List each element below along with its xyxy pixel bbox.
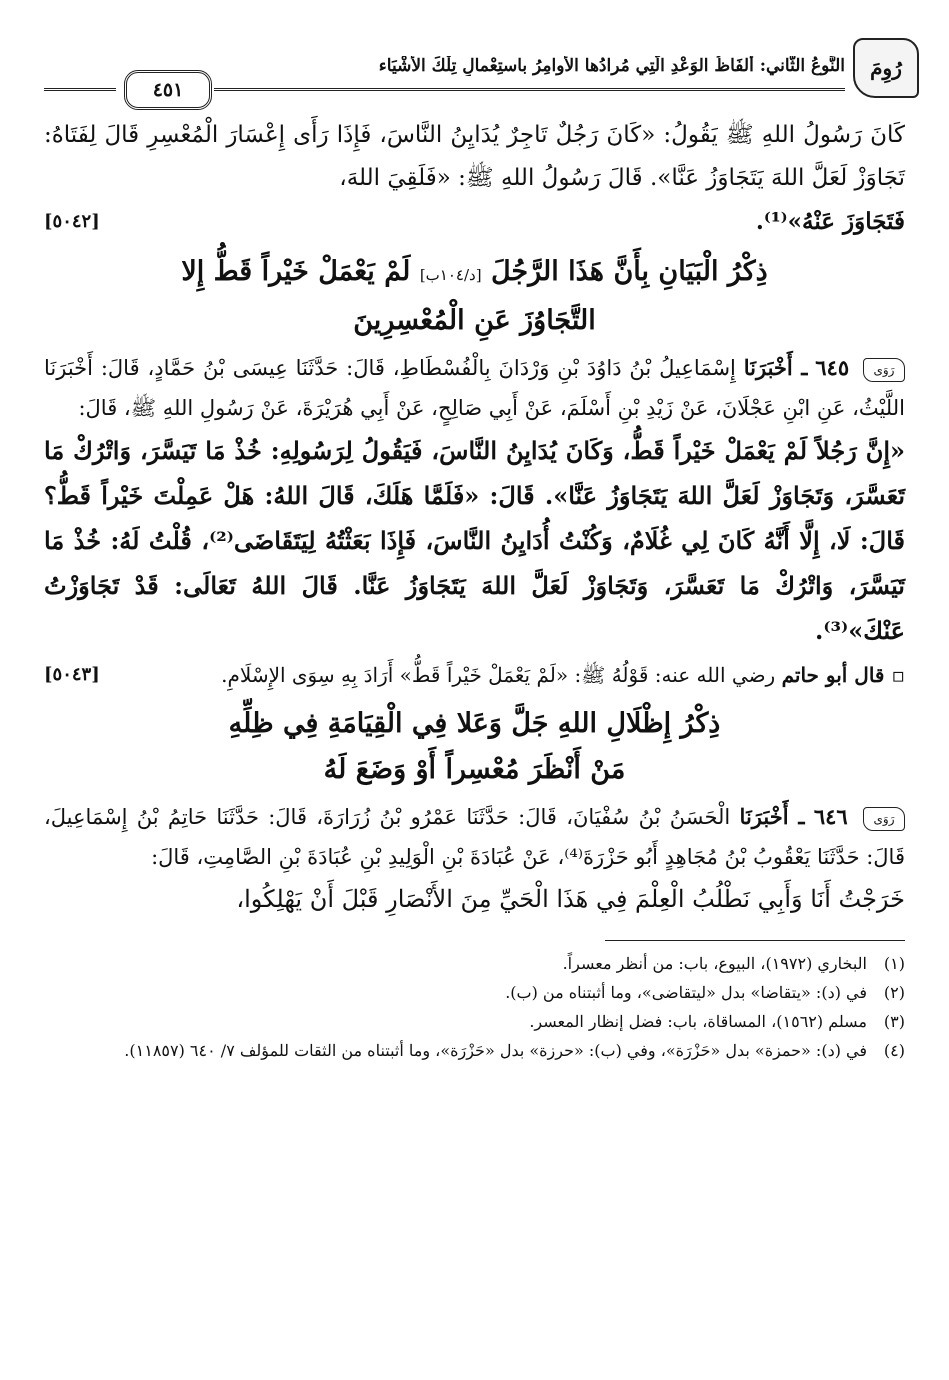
- corner-ornament: رُوِمَ: [853, 38, 919, 98]
- akhbarana-label: ـ أَخْبَرَنَا: [739, 804, 805, 829]
- footnote: [44, 949, 905, 978]
- page-number: ٤٥١: [124, 70, 212, 110]
- footnote-number: (٣): [883, 1012, 905, 1031]
- footnote-text: في (د): «حمزة» بدل «حَزْرَة»، وفي (ب): «حرزة» بدل «حَزْرَة»، وما أثبتناه من الثقات للمؤلف ٧/ ٦٤٠ (١١٨٥٧).: [124, 1041, 867, 1060]
- heading-text-end: لَمْ يَعْمَلْ خَيْراً قَطُّ إِلا: [181, 256, 411, 287]
- header-left-rule: [44, 88, 116, 91]
- hadith-645-isnad: [44, 348, 905, 428]
- footnote-text: مسلم (١٥٦٢)، المساقاة، باب: فضل إنظار المعسر.: [529, 1012, 867, 1031]
- page-header: [44, 38, 905, 110]
- note-text: رضي الله عنه: قَوْلُهُ ﷺ: «لَمْ يَعْمَلْ خَيْراً قَطُّ» أَرَادَ بِهِ سِوَى الإِسْلَامِ.: [221, 663, 776, 687]
- footnote-number: (٤): [883, 1041, 905, 1060]
- reference-number: [٥٠٤٢]: [44, 211, 100, 232]
- book-page: [44, 38, 905, 1358]
- hadith-646-isnad: [44, 797, 905, 877]
- hadith-badge-icon: رَوَى: [863, 807, 905, 831]
- footnote: [44, 978, 905, 1007]
- footnote-text: البخاري (١٩٧٢)، البيوع، باب: من أنظر معسراً.: [562, 954, 867, 973]
- chapter-heading-1: [44, 249, 905, 344]
- footnote-number: (١): [883, 954, 905, 973]
- chapter-heading-2: [44, 701, 905, 793]
- hadith-number: ٦٤٥: [815, 355, 850, 380]
- footnote-number: (٢): [883, 983, 905, 1002]
- chapter-heading-1-line-1: [44, 249, 905, 298]
- chapter-heading-1-line-2: التَّجَاوُزَ عَنِ الْمُعْسِرِينَ: [353, 305, 596, 336]
- footnotes: [44, 949, 905, 1065]
- hadith-646-matn: خَرَجْتُ أَنَا وَأَبِي نَطْلُبُ الْعِلْمَ فِي هَذَا الْحَيِّ مِنَ الأَنْصَارِ قَبْلَ أَنْ يَهْلِكُوا،: [236, 885, 905, 913]
- footnote: [44, 1036, 905, 1065]
- opening-paragraph-end: [44, 200, 905, 243]
- chapter-heading-2-line-1: ذِكْرُ إِظْلَالِ اللهِ جَلَّ وَعَلا فِي الْقِيَامَةِ فِي ظِلِّهِ: [228, 708, 721, 739]
- isnad-text: إِسْمَاعِيلُ بْنُ دَاوُدَ بْنِ وَرْدَانَ بِالْفُسْطَاطِ، قَالَ: حَدَّثَنَا عِيسَى بْنُ حَمَّادٍ، قَالَ: أَخْبَرَنَا اللَّيْثُ، عَنِ ابْنِ عَجْلَانَ، عَنْ زَيْدِ بْنِ أَسْلَمَ، عَنْ أَبِي صَالِحٍ، عَنْ أَبِي هُرَيْرَةَ، عَنْ رَسُولِ اللهِ ﷺ، قَالَ:: [44, 356, 905, 420]
- note-marker: ▫ قال أبو حاتم: [781, 663, 905, 687]
- hadith-badge-icon: رَوَى: [863, 358, 905, 382]
- hadith-number: ٦٤٦: [813, 804, 848, 829]
- chapter-heading-2-line-2: مَنْ أَنْظَرَ مُعْسِراً أَوْ وَضَعَ لَهُ: [323, 754, 626, 785]
- hadith-645-matn: «إِنَّ رَجُلاً لَمْ يَعْمَلْ خَيْراً قَطُّ، وَكَانَ يُدَايِنُ النَّاسَ، فَيَقُولُ لِرَسُولِهِ: خُذْ مَا تَيَسَّرَ، وَاتْرُكْ مَا تَعَسَّرَ، وَتَجَاوَزْ لَعَلَّ اللهَ يَتَجَاوَزُ عَنَّا». قَالَ: «فَلَمَّا هَلَكَ، قَالَ اللهُ: هَلْ عَمِلْتَ خَيْراً قَطُّ؟ قَالَ: لَا، إِلَّا أَنَّهُ كَانَ لِي غُلَامٌ، وَكُنْتُ أُدَايِنُ النَّاسَ، فَإِذَا بَعَثْتُهُ لِيَتَقَاضَى⁽²⁾، قُلْتُ لَهُ: خُذْ مَا تَيَسَّرَ، وَاتْرُكْ مَا تَعَسَّرَ، وَتَجَاوَزْ لَعَلَّ اللهَ يَتَجَاوَزُ عَنَّا. قَالَ اللهُ تَعَالَى: قَدْ تَجَاوَزْتُ عَنْكَ»⁽³⁾.: [44, 436, 905, 645]
- footnote-text: في (د): «يتقاضا» بدل «ليتقاضى»، وما أثبتناه من (ب).: [505, 983, 867, 1002]
- note-text-wrap: [221, 655, 905, 695]
- page-body: [44, 114, 905, 1065]
- reference-number: [٥٠٤٣]: [44, 664, 100, 685]
- manuscript-ref: [د/١٠٤ب]: [419, 266, 482, 284]
- opening-paragraph-last-line: فَتَجَاوَزَ عَنْهُ»⁽¹⁾.: [755, 208, 905, 235]
- isnad-text: الْحَسَنُ بْنُ سُفْيَانَ، قَالَ: حَدَّثَنَا عَمْرُو بْنُ زُرَارَةَ، قَالَ: حَدَّثَنَا حَاتِمُ بْنُ إِسْمَاعِيلَ، قَالَ: حَدَّثَنَا يَعْقُوبُ بْنُ مُجَاهِدٍ أَبُو حَزْرَةَ⁽⁴⁾، عَنْ عُبَادَةَ بْنِ الْوَلِيدِ بْنِ عُبَادَةَ بْنِ الصَّامِتِ، قَالَ:: [44, 805, 905, 869]
- header-rule: [214, 88, 845, 91]
- akhbarana-label: ـ أَخْبَرَنَا: [743, 355, 808, 380]
- abu-hatim-note: [44, 655, 905, 695]
- footnote: [44, 1007, 905, 1036]
- footnote-divider: [605, 940, 905, 941]
- opening-paragraph: كَانَ رَسُولُ اللهِ ﷺ يَقُولُ: «كَانَ رَجُلٌ تَاجِرٌ يُدَايِنُ النَّاسَ، فَإِذَا رَأَى إِعْسَارَ الْمُعْسِرِ قَالَ لِفَتَاهُ: تَجَاوَزْ لَعَلَّ اللهَ يَتَجَاوَزُ عَنَّا». قَالَ رَسُولُ اللهِ ﷺ: «فَلَقِيَ اللهَ،: [44, 122, 905, 191]
- heading-text: ذِكْرُ الْبَيَانِ بِأَنَّ هَذَا الرَّجُلَ: [490, 256, 768, 287]
- running-title: النَّوعُ الثَّاني: ألفَاظُ الوَعْدِ الَّتِي مُرادُها الأوامِرُ باستِعْمالِ تِلْكَ الأشْيَاء: [378, 56, 845, 76]
